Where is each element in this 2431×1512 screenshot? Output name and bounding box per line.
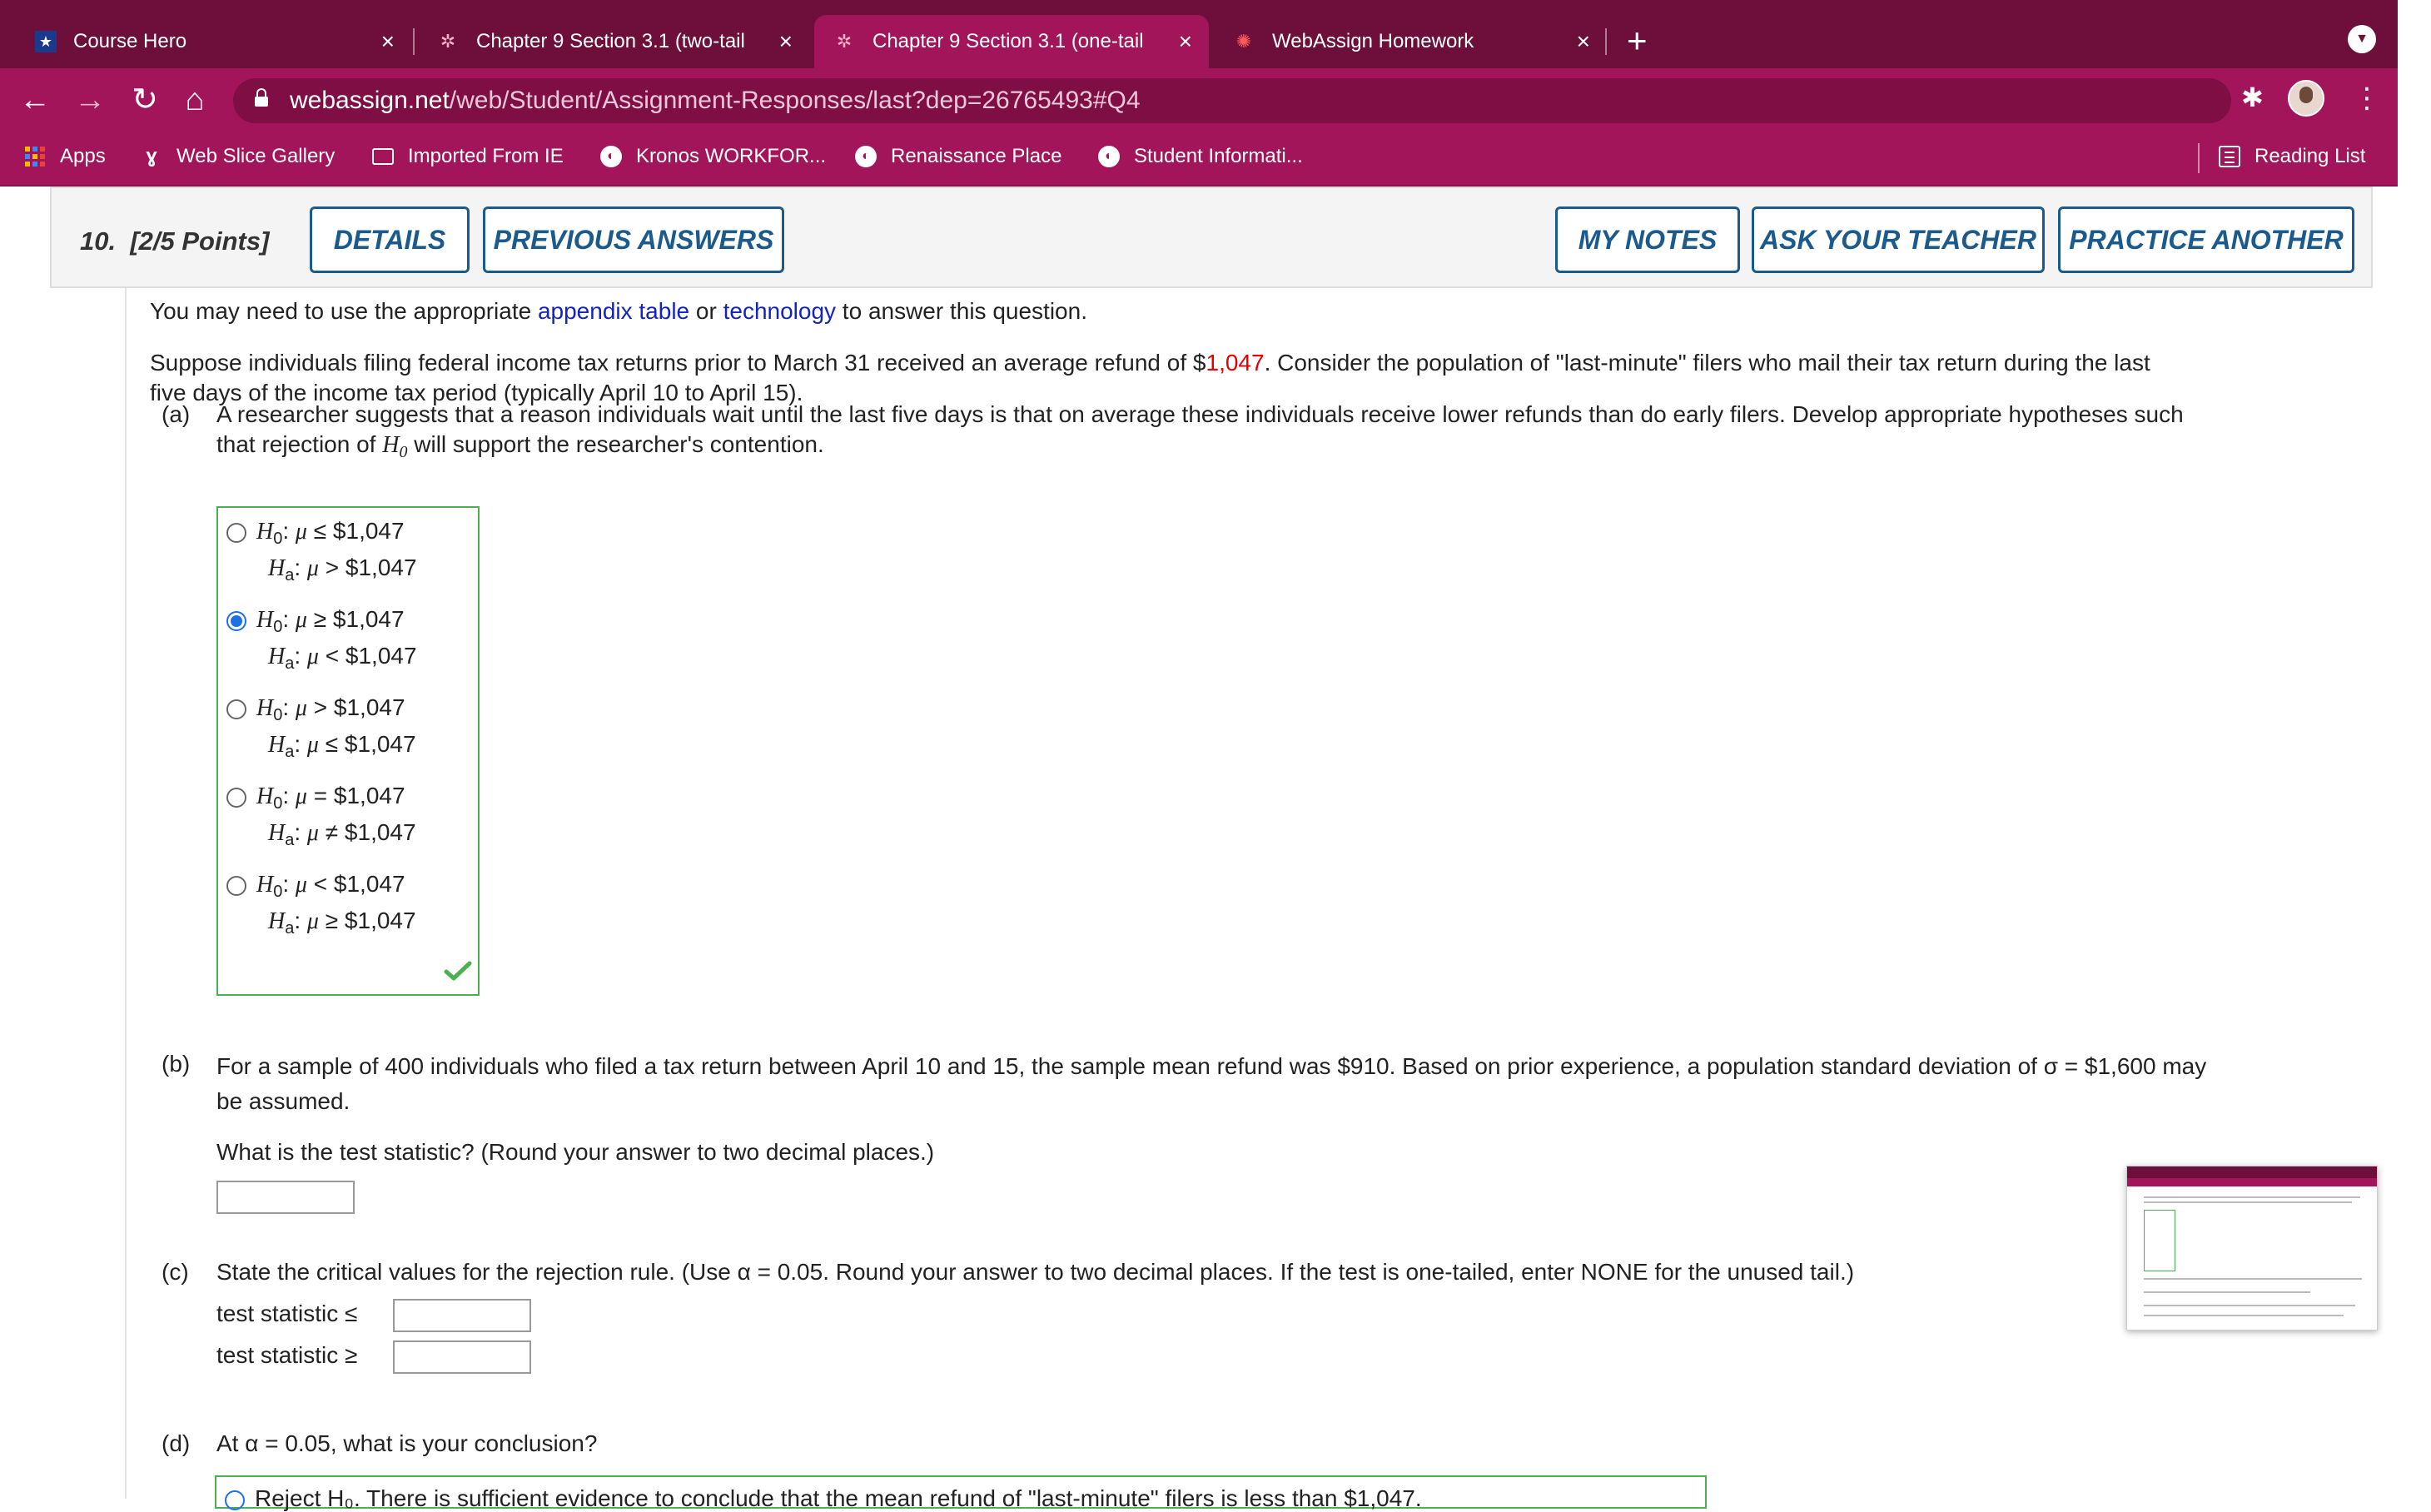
radio-button-selected[interactable] bbox=[226, 611, 246, 631]
refund-amount: 1,047 bbox=[1206, 350, 1265, 376]
part-d-text: At α = 0.05, what is your conclusion? bbox=[216, 1430, 598, 1456]
profile-avatar[interactable] bbox=[2288, 80, 2324, 117]
test-statistic-input[interactable] bbox=[216, 1181, 355, 1214]
h0-statement: $H_0$: μ = $1,047 bbox=[256, 783, 405, 813]
url-text bbox=[290, 87, 1141, 115]
h0-statement: $H_0$: μ ≤ $1,047 bbox=[256, 518, 405, 548]
previous-answers-button[interactable]: PREVIOUS ANSWERS bbox=[483, 206, 784, 273]
part-c-label: (c) bbox=[162, 1259, 189, 1285]
part-b-label: (b) bbox=[162, 1051, 191, 1077]
ha-value: $1,047 bbox=[344, 908, 416, 933]
part-a-label: (a) bbox=[162, 401, 191, 427]
h0-value: $1,047 bbox=[332, 518, 405, 544]
ha-value: $1,047 bbox=[345, 555, 417, 580]
url-path: /web/Student/Assignment-Responses/last?dep=26765493#Q4 bbox=[449, 87, 1141, 114]
thumbnail-line bbox=[2144, 1305, 2355, 1306]
ha-value: $1,047 bbox=[344, 731, 416, 757]
close-icon[interactable]: × bbox=[778, 28, 793, 54]
ha-operator: > bbox=[325, 555, 340, 580]
thumbnail-line bbox=[2144, 1196, 2360, 1198]
tab-webassign-homework[interactable] bbox=[1214, 15, 1607, 68]
part-a-line2-after: will support the researcher's contention. bbox=[407, 431, 824, 457]
webassign-icon: ✲ bbox=[836, 31, 853, 52]
address-bar[interactable] bbox=[233, 78, 2431, 123]
stem-after: . Consider the population of "last-minute" filers who mail their tax return during the last bbox=[1264, 350, 2150, 376]
bookmark-apps[interactable] bbox=[23, 145, 106, 168]
question-points: [2/5 Points] bbox=[130, 226, 270, 256]
tab-label: Course Hero bbox=[73, 30, 187, 52]
thumbnail-line bbox=[2144, 1315, 2344, 1316]
tab-label: Chapter 9 Section 3.1 (one-tail bbox=[872, 30, 1144, 52]
globe-icon: ◐ bbox=[1097, 145, 1121, 168]
stem-line2: five days of the income tax period (typically April 10 to April 15). bbox=[150, 380, 803, 405]
thumbnail-toolbar bbox=[2127, 1178, 2377, 1186]
bookmark-student-information[interactable] bbox=[1097, 145, 1303, 168]
reading-list-icon bbox=[2218, 145, 2241, 168]
home-icon[interactable]: ⌂ bbox=[185, 82, 205, 117]
tab-course-hero[interactable] bbox=[17, 15, 411, 68]
part-b-line2: be assumed. bbox=[216, 1088, 350, 1114]
intro-text bbox=[150, 296, 1087, 326]
part-d-choices bbox=[215, 1475, 1707, 1509]
forward-arrow-icon[interactable]: → bbox=[74, 82, 106, 117]
reading-list-label: Reading List bbox=[2255, 145, 2366, 167]
new-tab-plus-icon[interactable]: + bbox=[1627, 21, 1648, 60]
question-number bbox=[80, 226, 269, 256]
intro-after: to answer this question. bbox=[836, 298, 1087, 324]
appendix-table-link[interactable]: appendix table bbox=[537, 298, 690, 324]
choice-4[interactable] bbox=[218, 774, 476, 858]
part-a-text bbox=[216, 400, 2184, 467]
ha-operator: ≠ bbox=[325, 819, 339, 845]
ha-value: $1,047 bbox=[345, 643, 417, 669]
bookmark-label: Kronos WORKFOR... bbox=[636, 145, 827, 167]
bookmark-label: Web Slice Gallery bbox=[176, 145, 336, 167]
h0-value: $1,047 bbox=[332, 606, 405, 632]
part-b-line1: For a sample of 400 individuals who filed a tax return between April 10 and 15, the sample mean refund was $910. Based on prior experience, a population standard deviation of σ = $1,600 may bbox=[216, 1053, 2207, 1079]
practice-another-button[interactable]: PRACTICE ANOTHER bbox=[2058, 206, 2354, 273]
close-icon[interactable]: × bbox=[1576, 28, 1590, 54]
h0-statement: $H_0$: μ ≥ $1,047 bbox=[256, 606, 405, 636]
question-header bbox=[50, 187, 2373, 288]
browser-toolbar bbox=[0, 68, 2431, 132]
globe-icon: ◐ bbox=[599, 145, 623, 168]
close-icon[interactable]: × bbox=[1178, 28, 1192, 54]
bookmarks-bar bbox=[0, 132, 2398, 187]
extensions-puzzle-icon[interactable]: ✱ bbox=[2241, 82, 2264, 112]
part-d-option-text: Reject H₀. There is sufficient evidence to conclude that the mean refund of "last-minute" filers is less than $1,047. bbox=[255, 1485, 1422, 1511]
bookmark-web-slice-gallery[interactable] bbox=[140, 145, 335, 168]
thumbnail-tabbar bbox=[2127, 1166, 2377, 1178]
bookmark-renaissance-place[interactable] bbox=[854, 145, 1061, 168]
folder-icon bbox=[371, 145, 395, 168]
h0-value: $1,047 bbox=[333, 694, 405, 720]
hypothesis-choices bbox=[216, 506, 480, 996]
webassign-icon: ✲ bbox=[440, 31, 456, 52]
back-arrow-icon[interactable]: ← bbox=[19, 82, 51, 117]
choice-1[interactable] bbox=[218, 510, 476, 593]
ha-statement: $H_a$: μ ≠ $1,047 bbox=[268, 819, 416, 849]
thumbnail-line bbox=[2144, 1278, 2362, 1280]
part-a-line1: A researcher suggests that a reason individuals wait until the last five days is that on average these individuals receive lower refunds than do early filers. Develop appropriate hypotheses such bbox=[216, 401, 2184, 427]
choice-3[interactable] bbox=[218, 686, 476, 769]
ha-statement: $H_a$: μ ≥ $1,047 bbox=[268, 908, 416, 938]
bookmark-star-icon[interactable]: ☆ bbox=[2404, 83, 2431, 117]
radio-button[interactable] bbox=[226, 876, 246, 896]
reading-list[interactable] bbox=[2218, 145, 2365, 168]
tab-separator bbox=[1605, 28, 1607, 55]
h0-operator: = bbox=[313, 783, 328, 808]
ha-statement: $H_a$: μ < $1,047 bbox=[268, 643, 417, 673]
h0-operator: < bbox=[313, 871, 328, 897]
ha-operator: ≤ bbox=[325, 731, 339, 757]
part-a-line2-before: that rejection of bbox=[216, 431, 383, 457]
choice-5[interactable] bbox=[218, 863, 476, 946]
globe-icon: ◐ bbox=[854, 145, 877, 168]
part-b-text bbox=[216, 1049, 2206, 1119]
webassign-gear-icon: ✺ bbox=[1235, 31, 1252, 52]
radio-button[interactable] bbox=[226, 523, 246, 543]
bookmark-label: Renaissance Place bbox=[891, 145, 1062, 167]
correct-checkmark-icon bbox=[445, 961, 471, 981]
apps-grid-icon bbox=[23, 145, 47, 168]
ha-operator: < bbox=[325, 643, 340, 669]
intro-mid: or bbox=[689, 298, 723, 324]
thumbnail-line bbox=[2144, 1201, 2352, 1203]
tab-chapter9-one-tail[interactable] bbox=[814, 15, 1209, 68]
close-icon[interactable]: × bbox=[380, 28, 395, 54]
part-b-prompt: What is the test statistic? (Round your answer to two decimal places.) bbox=[216, 1139, 935, 1165]
h0-operator: ≤ bbox=[313, 518, 327, 544]
stem-before: Suppose individuals filing federal income tax returns prior to March 31 received an average refund of $ bbox=[150, 350, 1206, 376]
bookmark-label: Apps bbox=[60, 145, 106, 167]
ha-statement: $H_a$: μ > $1,047 bbox=[268, 555, 417, 584]
bookmark-imported-from-ie[interactable] bbox=[371, 145, 564, 168]
part-c-text: State the critical values for the rejection rule. (Use α = 0.05. Round your answer to two decimal places. If the test is one-tailed, enter NONE for the unused tail.) bbox=[216, 1259, 1855, 1285]
h0-statement: $H_0$: μ > $1,047 bbox=[256, 694, 405, 724]
h0-value: $1,047 bbox=[333, 871, 405, 897]
bookmark-label: Student Informati... bbox=[1134, 145, 1303, 167]
tab-label: Chapter 9 Section 3.1 (two-tail bbox=[476, 30, 745, 52]
question-body bbox=[125, 288, 2374, 1499]
bookmark-label: Imported From IE bbox=[408, 145, 564, 167]
tab-search-chevron-icon[interactable]: ▼ bbox=[2348, 25, 2376, 53]
thumbnail-line bbox=[2144, 1291, 2310, 1293]
intro-before: You may need to use the appropriate bbox=[150, 298, 538, 324]
critical-value-lower-label: test statistic ≤ bbox=[216, 1301, 358, 1326]
choice-2[interactable] bbox=[218, 598, 476, 681]
tab-chapter9-two-tail[interactable] bbox=[418, 15, 809, 68]
bookmarks-separator bbox=[2198, 143, 2200, 173]
details-button[interactable]: DETAILS bbox=[310, 206, 470, 273]
url-host: webassign.net bbox=[290, 87, 450, 114]
h0-operator: ≥ bbox=[313, 606, 327, 632]
critical-value-upper-label: test statistic ≥ bbox=[216, 1342, 358, 1368]
question-number-value: 10. bbox=[80, 226, 117, 256]
ha-value: $1,047 bbox=[344, 819, 416, 845]
browser-menu-icon[interactable]: ⋮ bbox=[2353, 82, 2381, 114]
radio-button[interactable] bbox=[226, 788, 246, 808]
bookmark-kronos[interactable] bbox=[599, 145, 826, 168]
critical-value-lower-input[interactable] bbox=[393, 1299, 531, 1332]
lock-icon bbox=[255, 97, 268, 107]
ha-operator: ≥ bbox=[325, 908, 339, 933]
web-slice-icon: ɣ bbox=[146, 145, 157, 167]
critical-value-upper-input[interactable] bbox=[393, 1340, 531, 1374]
h0-value: $1,047 bbox=[333, 783, 405, 808]
thumbnail-choicebox bbox=[2144, 1210, 2175, 1271]
tab-separator bbox=[413, 28, 415, 55]
h0-statement: $H_0$: μ < $1,047 bbox=[256, 871, 405, 901]
ha-statement: $H_a$: μ ≤ $1,047 bbox=[268, 731, 416, 761]
my-notes-button[interactable]: MY NOTES bbox=[1555, 206, 1740, 273]
page-thumbnail-preview[interactable] bbox=[2126, 1166, 2378, 1330]
h0-symbol: $H_0$ bbox=[382, 432, 408, 461]
reload-icon[interactable]: ↻ bbox=[132, 82, 158, 117]
star-icon: ★ bbox=[35, 31, 57, 52]
tab-label: WebAssign Homework bbox=[1272, 30, 1474, 52]
h0-operator: > bbox=[313, 694, 328, 720]
radio-button[interactable] bbox=[226, 699, 246, 719]
ask-your-teacher-button[interactable]: ASK YOUR TEACHER bbox=[1752, 206, 2045, 273]
part-d-label: (d) bbox=[162, 1430, 191, 1456]
technology-link[interactable]: technology bbox=[723, 298, 837, 324]
radio-button-selected[interactable] bbox=[225, 1490, 245, 1510]
browser-tab-bar bbox=[0, 0, 2398, 68]
